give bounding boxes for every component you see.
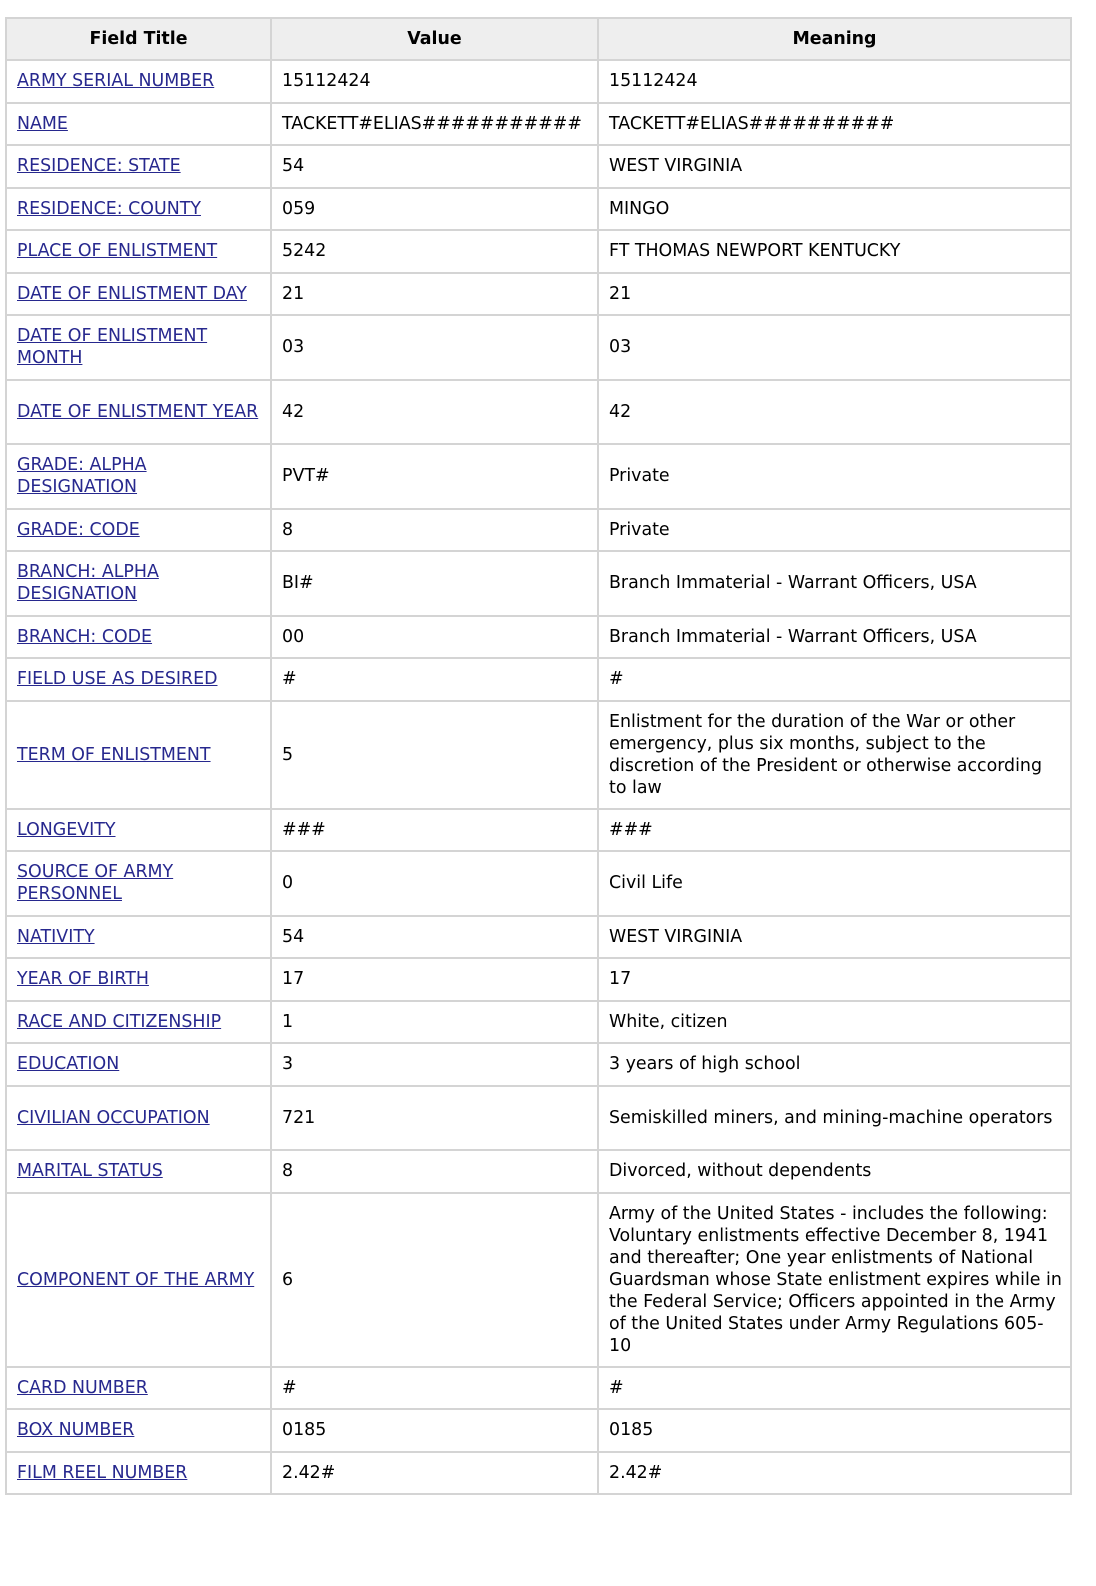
value-cell: ### bbox=[271, 809, 598, 852]
field-title-cell bbox=[6, 1367, 271, 1410]
field-title-cell bbox=[6, 1150, 271, 1193]
field-title-link[interactable]: NATIVITY bbox=[17, 926, 95, 947]
value-cell: 00 bbox=[271, 616, 598, 659]
field-title-link[interactable]: CARD NUMBER bbox=[17, 1377, 148, 1398]
table-row bbox=[6, 444, 1071, 509]
field-title-cell bbox=[6, 551, 271, 616]
field-title-cell bbox=[6, 916, 271, 959]
field-title-cell bbox=[6, 1086, 271, 1151]
meaning-cell: 21 bbox=[598, 273, 1071, 316]
table-row bbox=[6, 809, 1071, 852]
value-cell: # bbox=[271, 1367, 598, 1410]
value-cell: 54 bbox=[271, 145, 598, 188]
field-title-cell bbox=[6, 851, 271, 916]
table-row bbox=[6, 1150, 1071, 1193]
field-title-link[interactable]: GRADE: CODE bbox=[17, 519, 140, 540]
field-title-cell bbox=[6, 658, 271, 701]
value-cell: 03 bbox=[271, 315, 598, 380]
meaning-cell: WEST VIRGINIA bbox=[598, 145, 1071, 188]
table-row bbox=[6, 1452, 1071, 1495]
table-row bbox=[6, 380, 1071, 445]
field-title-cell bbox=[6, 315, 271, 380]
meaning-cell: 2.42# bbox=[598, 1452, 1071, 1495]
field-title-cell bbox=[6, 444, 271, 509]
field-title-cell bbox=[6, 60, 271, 103]
table-row bbox=[6, 1409, 1071, 1452]
table-row bbox=[6, 658, 1071, 701]
table-row bbox=[6, 145, 1071, 188]
field-title-cell bbox=[6, 701, 271, 809]
table-row bbox=[6, 230, 1071, 273]
field-title-cell bbox=[6, 1409, 271, 1452]
field-title-link[interactable]: RESIDENCE: COUNTY bbox=[17, 198, 201, 219]
table-row bbox=[6, 1193, 1071, 1367]
value-cell: 721 bbox=[271, 1086, 598, 1151]
value-cell: 17 bbox=[271, 958, 598, 1001]
meaning-cell: 03 bbox=[598, 315, 1071, 380]
value-cell: 8 bbox=[271, 509, 598, 552]
field-title-link[interactable]: YEAR OF BIRTH bbox=[17, 969, 149, 990]
meaning-cell: WEST VIRGINIA bbox=[598, 916, 1071, 959]
field-title-link[interactable]: FILM REEL NUMBER bbox=[17, 1462, 188, 1483]
value-cell: 8 bbox=[271, 1150, 598, 1193]
table-row bbox=[6, 103, 1071, 146]
meaning-cell: TACKETT#ELIAS########## bbox=[598, 103, 1071, 146]
field-title-link[interactable]: TERM OF ENLISTMENT bbox=[17, 744, 211, 765]
table-row bbox=[6, 616, 1071, 659]
meaning-cell: Semiskilled miners, and mining-machine operators bbox=[598, 1086, 1071, 1151]
table-row bbox=[6, 1001, 1071, 1044]
value-cell: 5242 bbox=[271, 230, 598, 273]
table-row bbox=[6, 188, 1071, 231]
meaning-cell: MINGO bbox=[598, 188, 1071, 231]
value-cell: BI# bbox=[271, 551, 598, 616]
header-field-title: Field Title bbox=[6, 18, 271, 60]
value-cell: # bbox=[271, 658, 598, 701]
meaning-cell: 15112424 bbox=[598, 60, 1071, 103]
table-row bbox=[6, 916, 1071, 959]
table-row bbox=[6, 1086, 1071, 1151]
value-cell: 0 bbox=[271, 851, 598, 916]
meaning-cell: 17 bbox=[598, 958, 1071, 1001]
table-row bbox=[6, 60, 1071, 103]
value-cell: PVT# bbox=[271, 444, 598, 509]
table-row bbox=[6, 701, 1071, 809]
field-title-link[interactable]: CIVILIAN OCCUPATION bbox=[17, 1107, 210, 1128]
field-title-link[interactable]: BRANCH: ALPHA DESIGNATION bbox=[17, 562, 159, 605]
table-body bbox=[6, 60, 1071, 1494]
value-cell: 21 bbox=[271, 273, 598, 316]
value-cell: 2.42# bbox=[271, 1452, 598, 1495]
value-cell: 15112424 bbox=[271, 60, 598, 103]
field-title-link[interactable]: MARITAL STATUS bbox=[17, 1161, 163, 1182]
meaning-cell: Enlistment for the duration of the War or other emergency, plus six months, subject to the discretion of the President or otherwise according to law bbox=[598, 701, 1071, 809]
field-title-cell bbox=[6, 616, 271, 659]
field-title-cell bbox=[6, 1043, 271, 1086]
field-title-link[interactable]: EDUCATION bbox=[17, 1054, 120, 1075]
field-title-link[interactable]: RESIDENCE: STATE bbox=[17, 156, 181, 177]
meaning-cell: Private bbox=[598, 509, 1071, 552]
meaning-cell: ### bbox=[598, 809, 1071, 852]
field-title-link[interactable]: NAME bbox=[17, 113, 68, 134]
field-title-cell bbox=[6, 145, 271, 188]
value-cell: 3 bbox=[271, 1043, 598, 1086]
table-row bbox=[6, 1367, 1071, 1410]
field-title-link[interactable]: DATE OF ENLISTMENT YEAR bbox=[17, 401, 259, 422]
field-title-cell bbox=[6, 380, 271, 445]
value-cell: 1 bbox=[271, 1001, 598, 1044]
header-meaning: Meaning bbox=[598, 18, 1071, 60]
meaning-cell: Private bbox=[598, 444, 1071, 509]
value-cell: 5 bbox=[271, 701, 598, 809]
meaning-cell: White, citizen bbox=[598, 1001, 1071, 1044]
field-title-cell bbox=[6, 230, 271, 273]
field-title-cell bbox=[6, 188, 271, 231]
record-table-container bbox=[5, 17, 1072, 1495]
value-cell: TACKETT#ELIAS########### bbox=[271, 103, 598, 146]
field-title-link[interactable]: SOURCE OF ARMY PERSONNEL bbox=[17, 862, 174, 905]
field-title-cell bbox=[6, 273, 271, 316]
field-title-cell bbox=[6, 103, 271, 146]
table-row bbox=[6, 1043, 1071, 1086]
meaning-cell: FT THOMAS NEWPORT KENTUCKY bbox=[598, 230, 1071, 273]
field-title-link[interactable]: PLACE OF ENLISTMENT bbox=[17, 241, 218, 262]
field-title-link[interactable]: FIELD USE AS DESIRED bbox=[17, 669, 218, 690]
meaning-cell: 0185 bbox=[598, 1409, 1071, 1452]
meaning-cell: 3 years of high school bbox=[598, 1043, 1071, 1086]
field-title-cell bbox=[6, 1452, 271, 1495]
value-cell: 059 bbox=[271, 188, 598, 231]
field-title-link[interactable]: DATE OF ENLISTMENT MONTH bbox=[17, 326, 208, 369]
field-title-link[interactable]: BRANCH: CODE bbox=[17, 626, 153, 647]
table-row bbox=[6, 551, 1071, 616]
meaning-cell: Army of the United States - includes the following: Voluntary enlistments effective December 8, 1941 and thereafter; One year enlistments of National Guardsman whose State enlistment expires while in the Federal Service; Officers appointed in the Army of the United States under Army Regulations 605-10 bbox=[598, 1193, 1071, 1367]
field-title-cell bbox=[6, 809, 271, 852]
field-title-link[interactable]: ARMY SERIAL NUMBER bbox=[17, 71, 215, 92]
meaning-cell: 42 bbox=[598, 380, 1071, 445]
table-row bbox=[6, 851, 1071, 916]
table-header-row bbox=[6, 18, 1071, 60]
value-cell: 42 bbox=[271, 380, 598, 445]
meaning-cell: Divorced, without dependents bbox=[598, 1150, 1071, 1193]
field-title-cell bbox=[6, 1193, 271, 1367]
table-row bbox=[6, 273, 1071, 316]
header-value: Value bbox=[271, 18, 598, 60]
meaning-cell: Civil Life bbox=[598, 851, 1071, 916]
record-table bbox=[5, 17, 1072, 1495]
field-title-link[interactable]: BOX NUMBER bbox=[17, 1420, 135, 1441]
table-row bbox=[6, 958, 1071, 1001]
field-title-link[interactable]: LONGEVITY bbox=[17, 819, 116, 840]
meaning-cell: # bbox=[598, 658, 1071, 701]
field-title-cell bbox=[6, 958, 271, 1001]
meaning-cell: # bbox=[598, 1367, 1071, 1410]
field-title-link[interactable]: RACE AND CITIZENSHIP bbox=[17, 1011, 222, 1032]
table-row bbox=[6, 509, 1071, 552]
field-title-link[interactable]: DATE OF ENLISTMENT DAY bbox=[17, 283, 247, 304]
field-title-link[interactable]: COMPONENT OF THE ARMY bbox=[17, 1269, 255, 1290]
field-title-link[interactable]: GRADE: ALPHA DESIGNATION bbox=[17, 455, 147, 498]
table-row bbox=[6, 315, 1071, 380]
meaning-cell: Branch Immaterial - Warrant Officers, USA bbox=[598, 616, 1071, 659]
value-cell: 0185 bbox=[271, 1409, 598, 1452]
field-title-cell bbox=[6, 1001, 271, 1044]
value-cell: 54 bbox=[271, 916, 598, 959]
meaning-cell: Branch Immaterial - Warrant Officers, USA bbox=[598, 551, 1071, 616]
value-cell: 6 bbox=[271, 1193, 598, 1367]
field-title-cell bbox=[6, 509, 271, 552]
